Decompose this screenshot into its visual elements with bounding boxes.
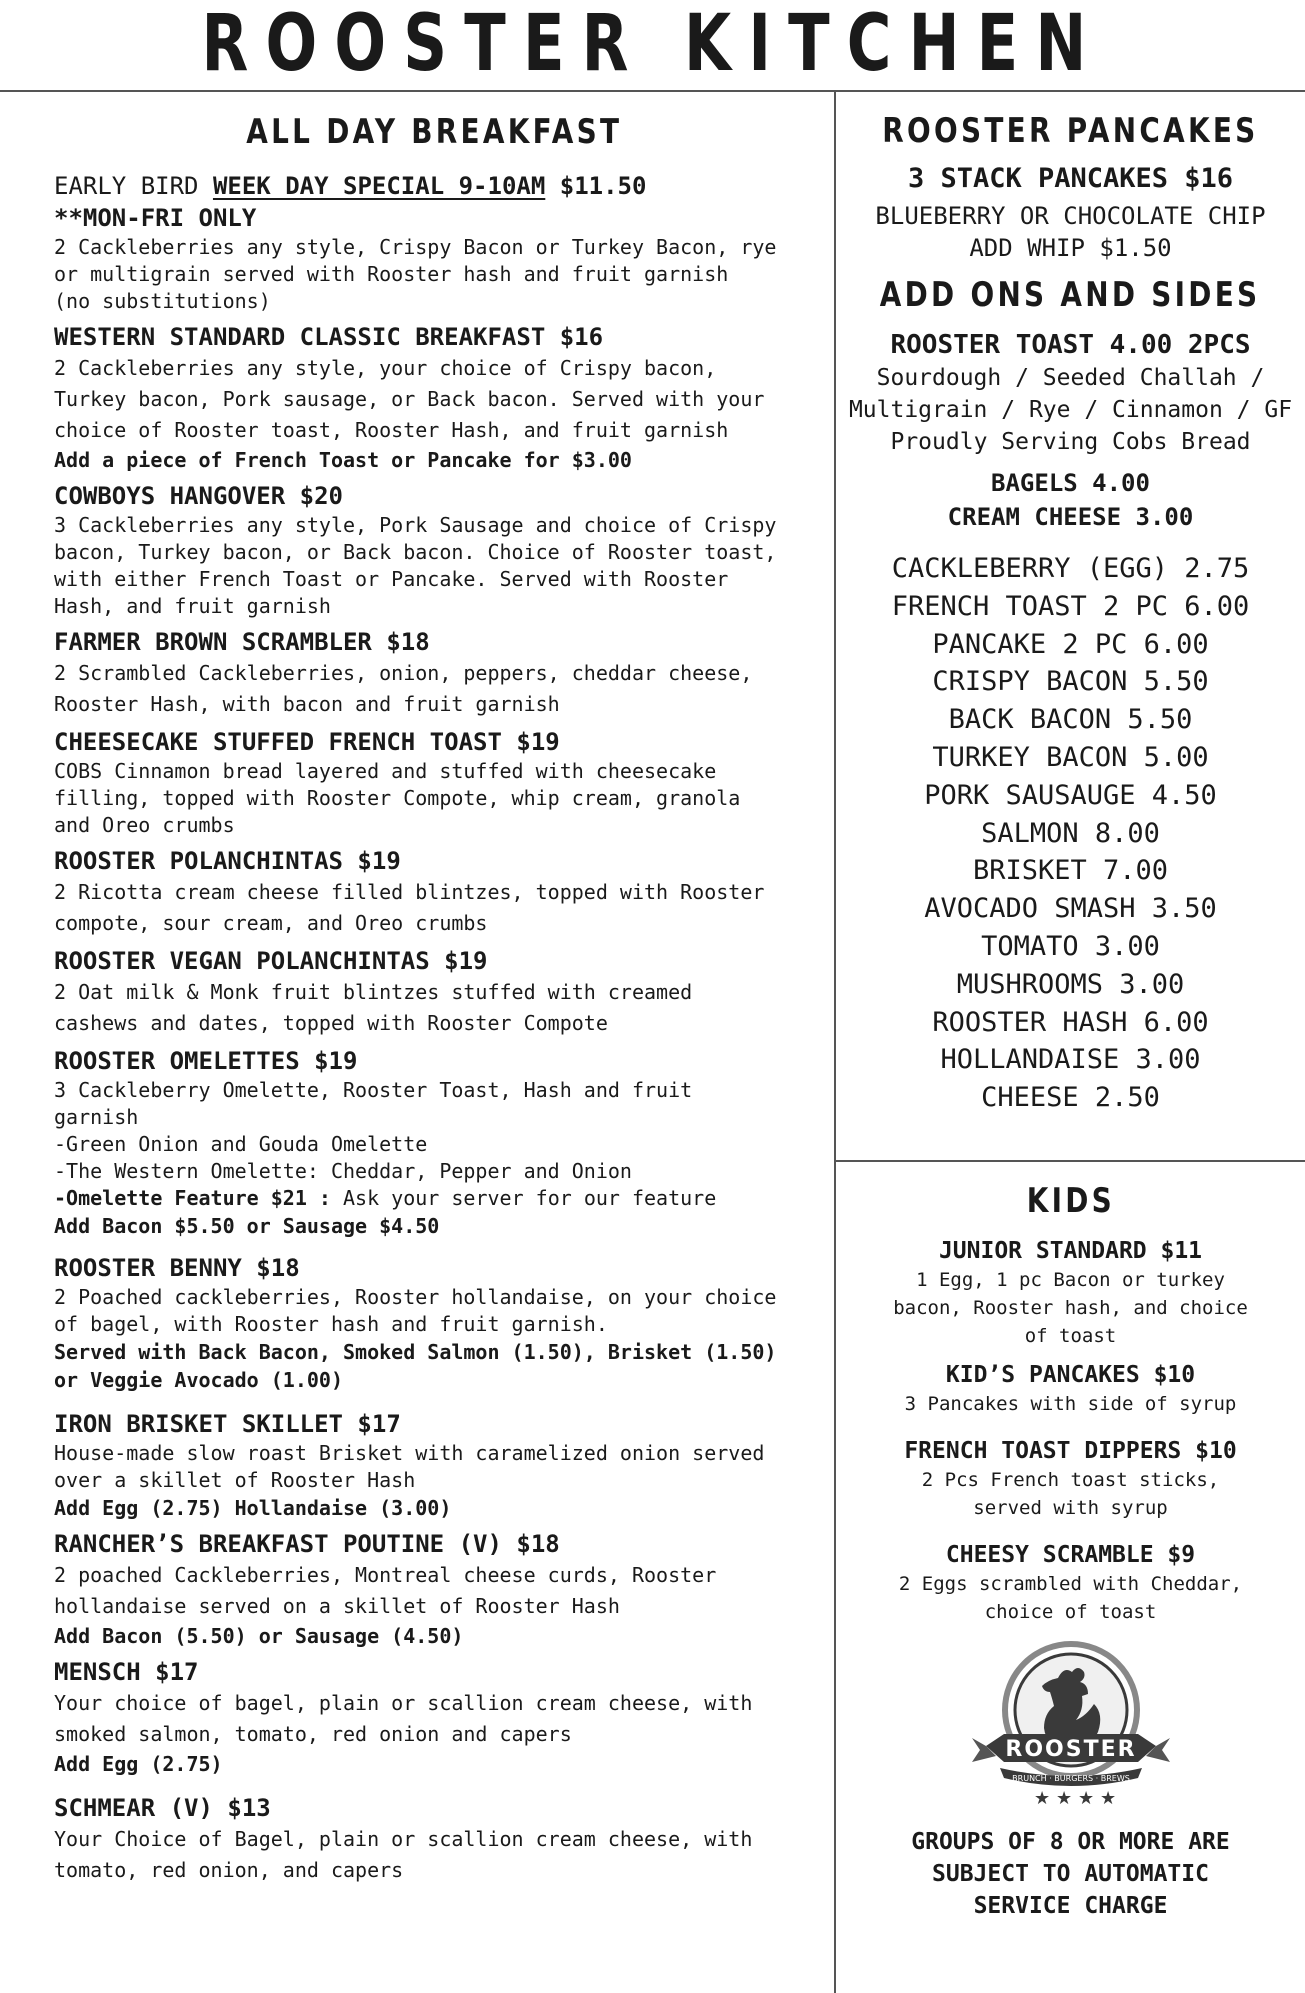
omelette-feature-label: -Omelette Feature $21 : xyxy=(54,1186,331,1210)
kids-item-title: KID’S PANCAKES $10 xyxy=(945,1362,1196,1388)
item-title: RANCHER’S BREAKFAST POUTINE (V) $18 xyxy=(54,1530,560,1558)
menu-item xyxy=(54,1045,814,1240)
rooster-logo xyxy=(836,1638,1305,1808)
menu-item xyxy=(54,1656,814,1778)
item-desc: Your choice of bagel, plain or scallion cream cheese, with smoked salmon, tomato, red onion and capers xyxy=(54,1691,753,1746)
kids-divider xyxy=(836,1160,1305,1162)
kids-item-desc: 3 Pancakes with side of syrup xyxy=(904,1393,1237,1415)
restaurant-title: ROOSTER KITCHEN xyxy=(201,0,1104,89)
side-item: TOMATO 3.00 xyxy=(981,930,1160,962)
kids-item xyxy=(836,1436,1305,1522)
kids-item xyxy=(836,1236,1305,1350)
omelette-feature-text: Ask your server for our feature xyxy=(330,1186,717,1210)
sides-section-title: ADD ONS AND SIDES xyxy=(880,275,1261,315)
item-desc: 2 Ricotta cream cheese filled blintzes, topped with Rooster compote, sour cream, and Oreo crumbs xyxy=(54,880,765,935)
side-item: TURKEY BACON 5.00 xyxy=(932,741,1209,773)
kids-item xyxy=(836,1360,1305,1418)
item-title: ROOSTER POLANCHINTAS $19 xyxy=(54,847,401,875)
menu-item xyxy=(54,945,814,1039)
svg-text:★: ★ xyxy=(1055,1788,1072,1808)
early-bird-price: $11.50 xyxy=(545,172,647,200)
early-bird-item xyxy=(54,170,814,315)
item-title: SCHMEAR (V) $13 xyxy=(54,1794,271,1822)
pancake-whip: ADD WHIP $1.50 xyxy=(969,234,1172,262)
breakfast-section-title: ALL DAY BREAKFAST xyxy=(246,112,622,152)
star-icons xyxy=(1034,1788,1116,1808)
item-desc: Your Choice of Bagel, plain or scallion cream cheese, with tomato, red onion, and capers xyxy=(54,1827,753,1882)
item-title: IRON BRISKET SKILLET $17 xyxy=(54,1410,401,1438)
item-desc: 3 Cackleberry Omelette, Rooster Toast, Hash and fruit garnish -Green Onion and Gouda Omelette -The Western Omelette: Cheddar, Pepper and Onion xyxy=(54,1078,693,1183)
early-bird-special: WEEK DAY SPECIAL 9-10AM xyxy=(212,172,546,200)
side-item: BRISKET 7.00 xyxy=(972,855,1169,887)
side-item: HOLLANDAISE 3.00 xyxy=(940,1044,1201,1076)
early-bird-prefix: EARLY BIRD xyxy=(54,172,213,200)
item-addon: Add Bacon (5.50) or Sausage (4.50) xyxy=(54,1624,464,1648)
item-addon: Add Egg (2.75) Hollandaise (3.00) xyxy=(54,1496,452,1520)
toast-cobs-note: Proudly Serving Cobs Bread xyxy=(890,429,1251,455)
pancake-flavors: BLUEBERRY OR CHOCOLATE CHIP xyxy=(875,202,1266,230)
side-item: PANCAKE 2 PC 6.00 xyxy=(932,628,1209,660)
svg-text:★: ★ xyxy=(1099,1788,1116,1808)
menu-item xyxy=(54,626,814,720)
menu-item xyxy=(54,480,814,620)
kids-item-desc: 2 Pcs French toast sticks, served with syrup xyxy=(921,1469,1220,1519)
side-item: CRISPY BACON 5.50 xyxy=(932,666,1209,698)
breakfast-column xyxy=(54,108,814,1892)
item-title: MENSCH $17 xyxy=(54,1658,199,1686)
item-desc: 2 Cackleberries any style, your choice of Crispy bacon, Turkey bacon, Pork sausage, or Back bacon. Served with your choice of Rooster toast, Rooster Hash, and fruit garnish xyxy=(54,356,765,442)
toast-options-2: Multigrain / Rye / Cinnamon / GF xyxy=(848,397,1293,423)
sides-list xyxy=(836,550,1305,1117)
logo-tagline: BRUNCH · BURGERS · BREWS xyxy=(1011,1774,1130,1783)
item-title: ROOSTER OMELETTES $19 xyxy=(54,1047,358,1075)
menu-item xyxy=(54,845,814,939)
item-addon: Served with Back Bacon, Smoked Salmon (1.50), Brisket (1.50) or Veggie Avocado (1.00) xyxy=(54,1340,777,1392)
kids-item xyxy=(836,1540,1305,1626)
item-desc: 2 poached Cackleberries, Montreal cheese curds, Rooster hollandaise served on a skillet of Rooster Hash xyxy=(54,1563,717,1618)
rooster-logo-badge xyxy=(966,1638,1176,1808)
menu-item xyxy=(54,1252,814,1394)
pancakes-section-title: ROOSTER PANCAKES xyxy=(882,111,1259,151)
kids-item-title: CHEESY SCRAMBLE $9 xyxy=(945,1542,1196,1568)
side-item: BACK BACON 5.50 xyxy=(948,704,1193,736)
logo-wordmark: ROOSTER xyxy=(1004,1737,1137,1762)
early-bird-desc: 2 Cackleberries any style, Crispy Bacon or Turkey Bacon, rye or multigrain served with Rooster hash and fruit garnish (no substitutions) xyxy=(54,235,777,313)
item-title: FARMER BROWN SCRAMBLER $18 xyxy=(54,628,430,656)
item-desc: House-made slow roast Brisket with caramelized onion served over a skillet of Rooster Hash xyxy=(54,1441,765,1492)
kids-column xyxy=(836,1178,1305,1922)
menu-item xyxy=(54,321,814,474)
stack-pancakes-title: 3 STACK PANCAKES $16 xyxy=(907,163,1234,194)
item-addon: Add a piece of French Toast or Pancake for $3.00 xyxy=(54,448,632,472)
item-desc: 2 Scrambled Cackleberries, onion, peppers, cheddar cheese, Rooster Hash, with bacon and fruit garnish xyxy=(54,661,753,716)
item-desc: 2 Oat milk & Monk fruit blintzes stuffed with creamed cashews and dates, topped with Rooster Compote xyxy=(54,980,693,1035)
item-title: CHEESECAKE STUFFED FRENCH TOAST $19 xyxy=(54,728,560,756)
kids-item-title: FRENCH TOAST DIPPERS $10 xyxy=(904,1438,1237,1464)
item-desc: 2 Poached cackleberries, Rooster hollandaise, on your choice of bagel, with Rooster hash and fruit garnish. xyxy=(54,1285,777,1336)
early-bird-note: **MON-FRI ONLY xyxy=(54,204,257,232)
item-title: WESTERN STANDARD CLASSIC BREAKFAST $16 xyxy=(54,323,604,351)
cream-cheese-price: CREAM CHEESE 3.00 xyxy=(947,503,1194,531)
item-desc: 3 Cackleberries any style, Pork Sausage and choice of Crispy bacon, Turkey bacon, or Back bacon. Choice of Rooster toast, with either French Toast or Pancake. Served with Rooster Hash, and fruit garnish xyxy=(54,513,777,618)
rooster-toast-title: ROOSTER TOAST 4.00 2PCS xyxy=(890,330,1251,360)
item-addon: Add Bacon $5.50 or Sausage $4.50 xyxy=(54,1214,440,1238)
item-addon: Add Egg (2.75) xyxy=(54,1752,223,1776)
menu-item xyxy=(54,1408,814,1522)
side-item: PORK SAUSAUGE 4.50 xyxy=(924,779,1217,811)
item-title: COWBOYS HANGOVER $20 xyxy=(54,482,343,510)
bagels-price: BAGELS 4.00 xyxy=(991,469,1150,497)
toast-options-1: Sourdough / Seeded Challah / xyxy=(876,365,1265,391)
svg-text:★: ★ xyxy=(1077,1788,1094,1808)
item-desc: COBS Cinnamon bread layered and stuffed with cheesecake filling, topped with Rooster Compote, whip cream, granola and Oreo crumbs xyxy=(54,759,741,837)
kids-section-title: KIDS xyxy=(1026,1181,1115,1221)
side-item: CHEESE 2.50 xyxy=(981,1082,1160,1114)
group-service-charge-notice: GROUPS OF 8 OR MORE ARE SUBJECT TO AUTOMATIC SERVICE CHARGE xyxy=(911,1829,1230,1919)
pancakes-sides-column xyxy=(836,108,1305,1117)
side-item: MUSHROOMS 3.00 xyxy=(956,968,1185,1000)
svg-text:★: ★ xyxy=(1033,1788,1050,1808)
item-title: ROOSTER VEGAN POLANCHINTAS $19 xyxy=(54,947,488,975)
menu-header xyxy=(0,0,1305,92)
side-item: SALMON 8.00 xyxy=(981,817,1160,849)
item-title: ROOSTER BENNY $18 xyxy=(54,1254,300,1282)
kids-item-desc: 2 Eggs scrambled with Cheddar, choice of toast xyxy=(898,1573,1243,1623)
side-item: ROOSTER HASH 6.00 xyxy=(932,1006,1209,1038)
menu-item xyxy=(54,1792,814,1886)
kids-item-title: JUNIOR STANDARD $11 xyxy=(938,1238,1203,1264)
kids-item-desc: 1 Egg, 1 pc Bacon or turkey bacon, Rooster hash, and choice of toast xyxy=(893,1269,1248,1347)
side-item: AVOCADO SMASH 3.50 xyxy=(924,893,1217,925)
side-item: CACKLEBERRY (EGG) 2.75 xyxy=(891,553,1250,584)
menu-item xyxy=(54,726,814,839)
side-item: FRENCH TOAST 2 PC 6.00 xyxy=(891,590,1250,622)
menu-item xyxy=(54,1528,814,1650)
